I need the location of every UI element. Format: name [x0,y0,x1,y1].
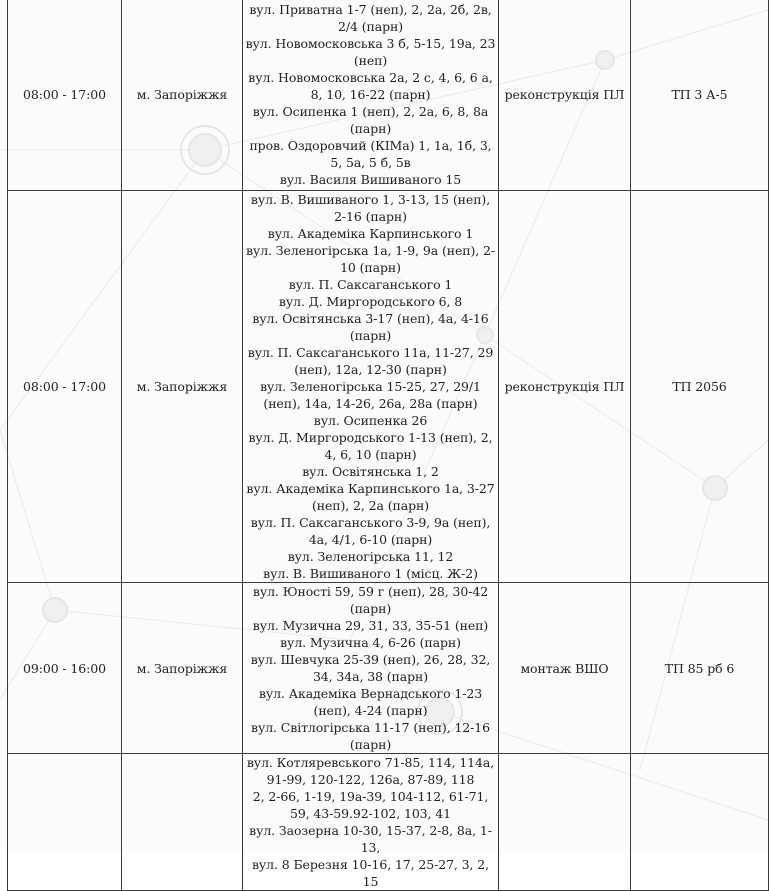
address-line: вул. Новомосковська 2а, 2 с, 4, 6, 6 а, 8, 10, 16-22 (парн) [248,70,493,102]
address-line: вул. Д. Миргородського 1-13 (неп), 2, 4, 6, 10 (парн) [248,430,493,462]
address-line: вул. Музична 29, 31, 33, 35-51 (неп) [252,618,489,633]
substation-cell [631,754,769,891]
address-line: вул. Академіка Карпинського 1а, 3-27 (неп), 2, 2а (парн) [246,481,495,513]
table-row [8,754,769,891]
substation-cell: ТП 2056 [631,191,769,583]
address-line: вул. Заозерна 10-30, 15-37, 2-8, 8а, 1-13, [249,823,492,855]
address-line: пров. Оздоровчий (КІМа) 1, 1а, 1б, 3, 5, 5а, 5 б, 5в [249,138,492,170]
outage-schedule-table [7,0,769,891]
addresses-cell [243,754,499,891]
table-row [8,0,769,191]
table-row [8,583,769,754]
substation-cell: ТП 85 рб 6 [631,583,769,754]
substation-cell: ТП 3 А-5 [631,0,769,191]
address-line: вул. Приватна 1-7 (неп), 2, 2а, 2б, 2в, 2/4 (парн) [249,2,492,34]
address-line: вул. Шевчука 25-39 (неп), 26, 28, 32, 34, 34а, 38 (парн) [250,652,491,684]
address-line: вул. Осипенка 1 (неп), 2, 2а, 6, 8, 8а (парн) [252,104,489,136]
time-cell [8,754,122,891]
time-cell: 08:00 - 17:00 [8,191,122,583]
address-line: вул. В. Вишиваного 1 (місц. Ж-2) [263,566,478,581]
address-line: вул. Зеленогірська 11, 12 [287,549,454,564]
work-type-cell: реконструкція ПЛ [499,191,631,583]
time-cell: 08:00 - 17:00 [8,0,122,191]
city-cell: м. Запоріжжя [122,191,243,583]
addresses-cell [243,0,499,191]
address-line: вул. Зеленогірська 1а, 1-9, 9а (неп), 2-10 (парн) [246,243,495,275]
address-line: вул. Котляревського 71-85, 114, 114а, 91-99, 120-122, 126а, 87-89, 118 [246,755,495,787]
address-line: вул. Музична 4, 6-26 (парн) [280,635,461,650]
address-line: вул. В. Вишиваного 1, 3-13, 15 (неп), 2-16 (парн) [250,192,491,224]
address-line: 2, 2-66, 1-19, 19а-39, 104-112, 61-71, 59, 43-59.92-102, 103, 41 [252,789,489,821]
address-line: вул. Академіка Вернадського 1-23 (неп), 4-24 (парн) [258,686,483,718]
address-line: вул. Юності 59, 59 г (неп), 28, 30-42 (парн) [252,584,489,616]
work-type-cell [499,754,631,891]
city-cell [122,754,243,891]
time-cell: 09:00 - 16:00 [8,583,122,754]
address-line: вул. Осипенка 26 [313,413,428,428]
address-line: вул. Освітянська 1, 2 [302,464,439,479]
city-cell: м. Запоріжжя [122,0,243,191]
address-line: вул. Зеленогірська 15-25, 27, 29/1 (неп), 14а, 14-26, 26а, 28а (парн) [260,379,481,411]
address-line: вул. Світлогірська 11-17 (неп), 12-16 (парн) [251,720,490,752]
address-line: вул. П. Саксаганського 3-9, 9а (неп), 4а, 4/1, 6-10 (парн) [250,515,491,547]
address-line: вул. 8 Березня 10-16, 17, 25-27, 3, 2, 15 [251,857,490,889]
city-cell: м. Запоріжжя [122,583,243,754]
address-line: вул. П. Саксаганського 11а, 11-27, 29 (неп), 12а, 12-30 (парн) [247,345,494,377]
addresses-cell [243,191,499,583]
address-line: вул. Д. Миргородського 6, 8 [278,294,463,309]
addresses-cell [243,583,499,754]
table-row [8,191,769,583]
work-type-cell: реконструкція ПЛ [499,0,631,191]
work-type-cell: монтаж ВШО [499,583,631,754]
address-line: вул. П. Саксаганського 1 [288,277,453,292]
address-line: вул. Академіка Карпинського 1 [267,226,474,241]
address-line: вул. Василя Вишиваного 15 [279,172,462,187]
address-line: вул. Освітянська 3-17 (неп), 4а, 4-16 (парн) [252,311,489,343]
address-line: вул. Новомосковська 3 б, 5-15, 19а, 23 (неп) [245,36,496,68]
